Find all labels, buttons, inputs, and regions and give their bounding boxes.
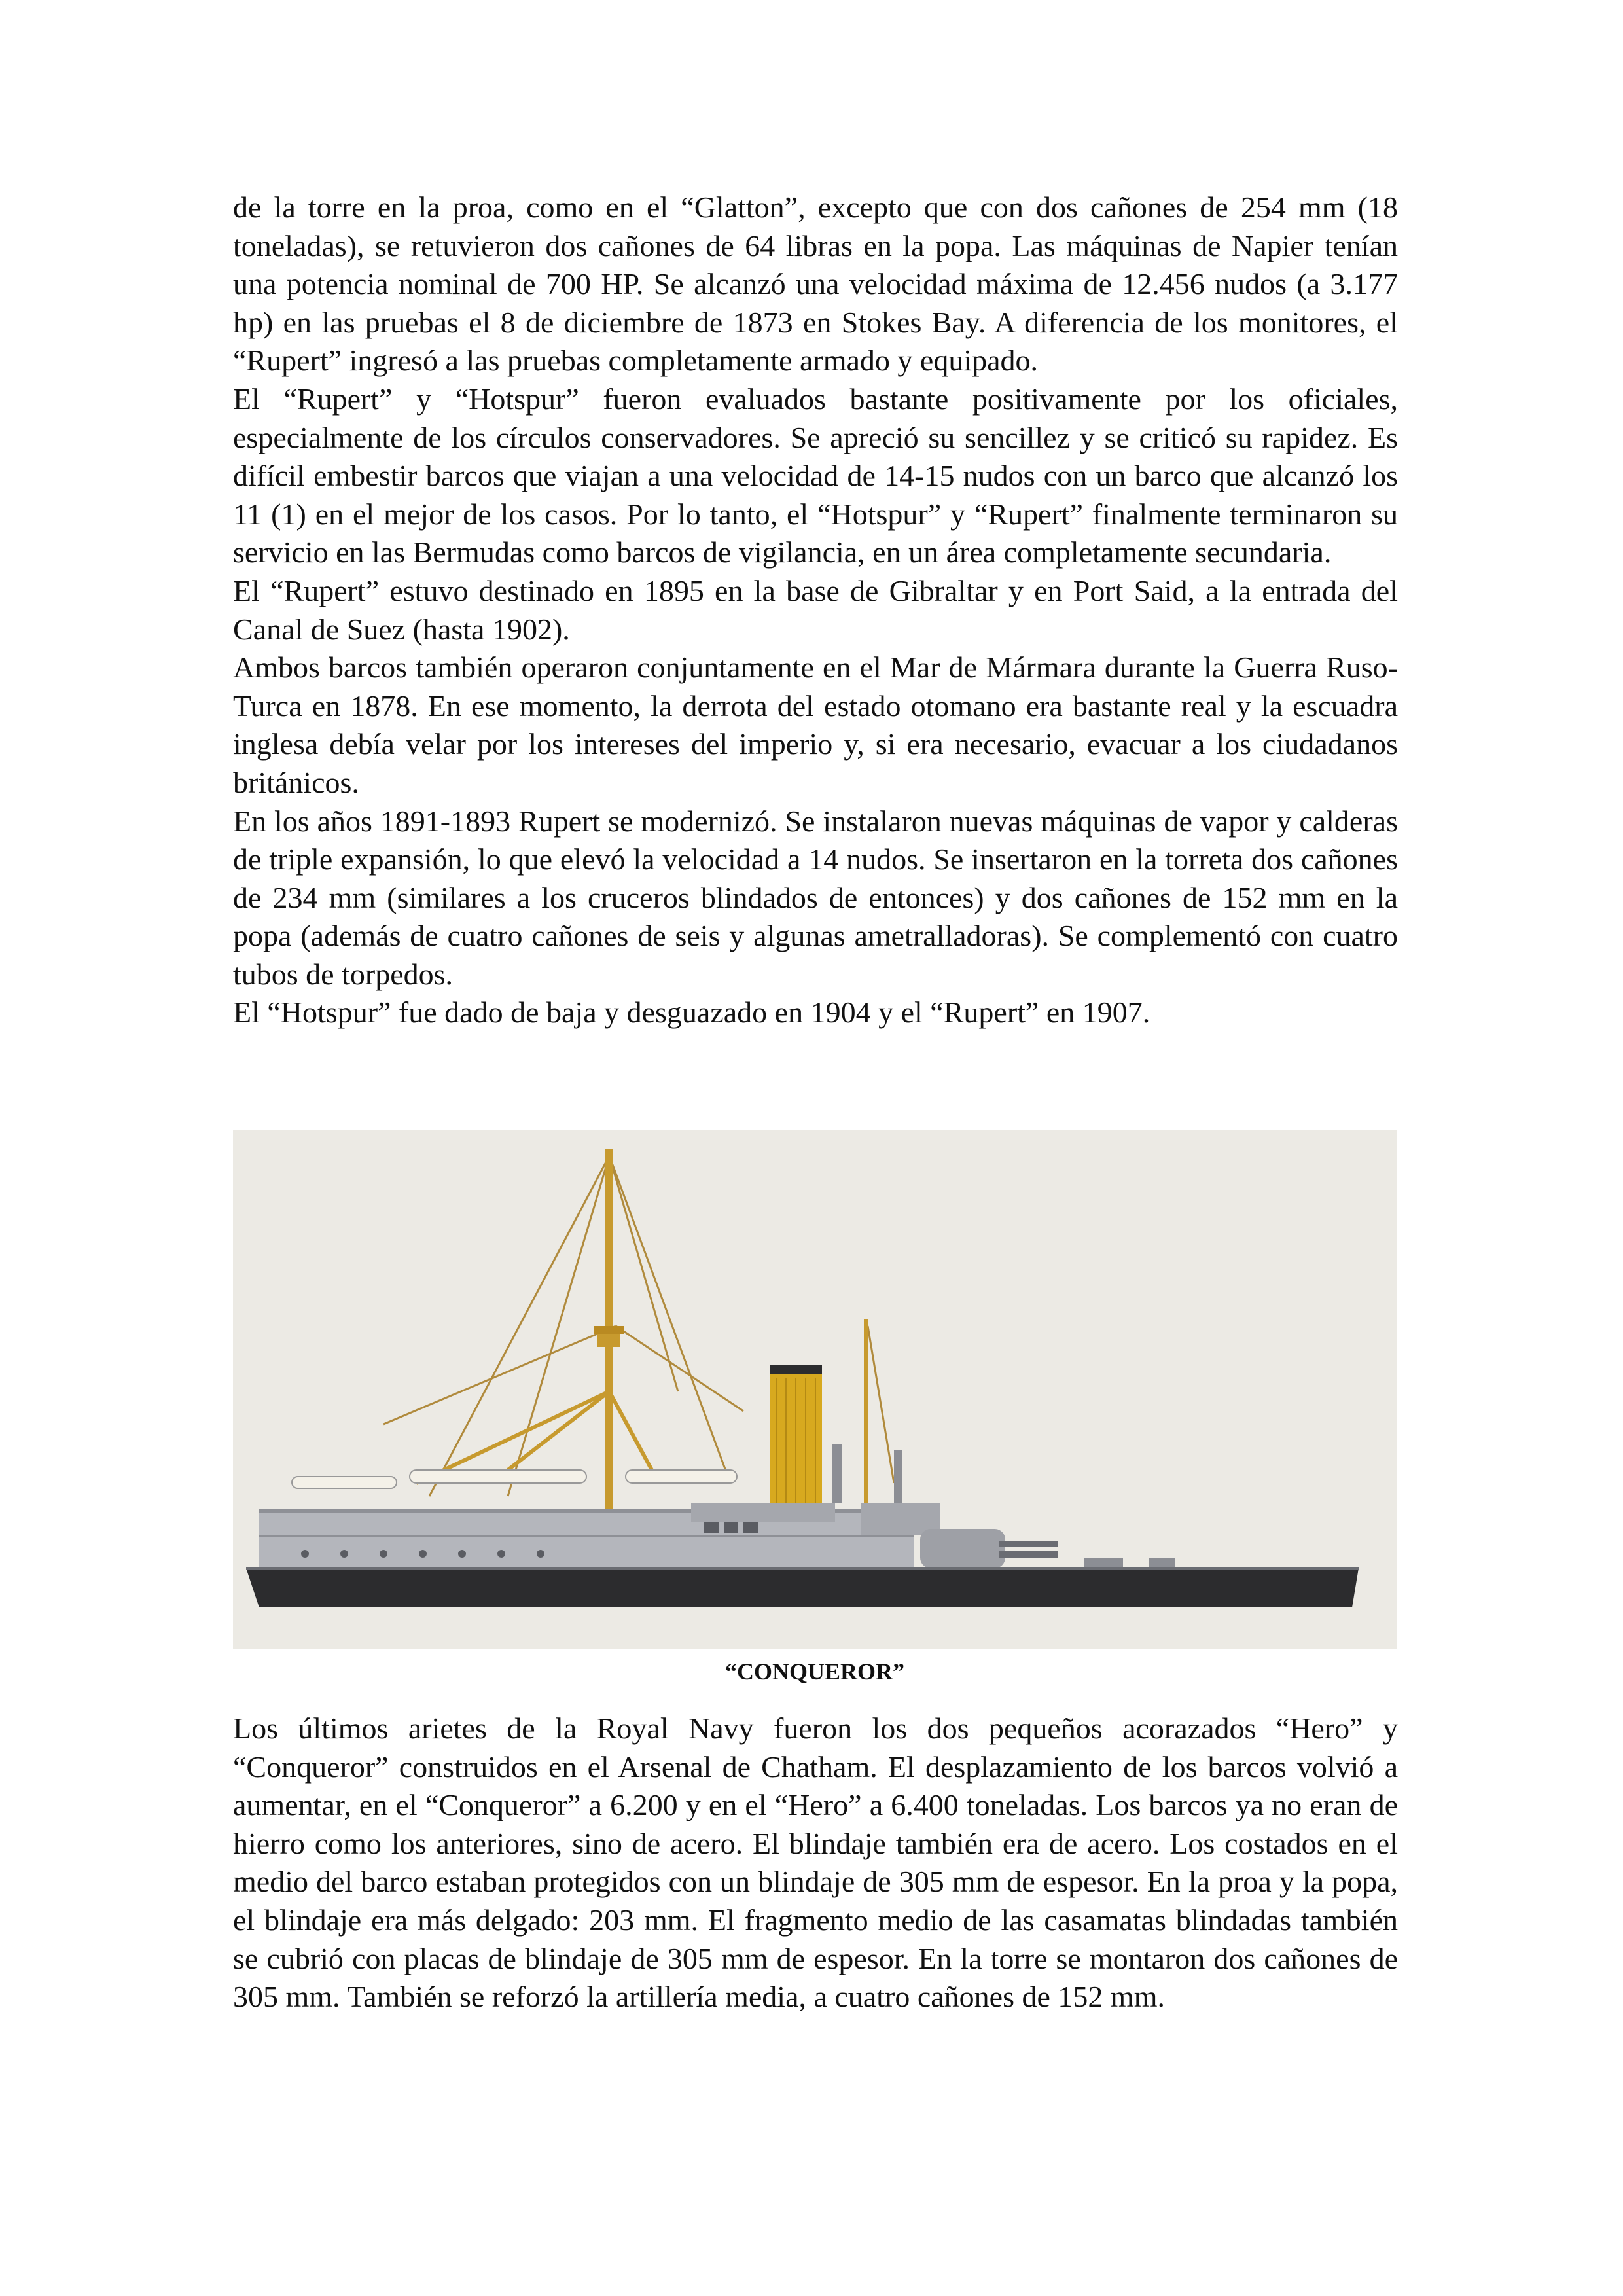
paragraph: En los años 1891-1893 Rupert se modernizó. Se instalaron nuevas máquinas de vapor y calderas de triple expansión, lo que elevó la velocidad a 14 nudos. Se insertaron en la torreta dos cañones de 234 mm (similares a los cruceros blindados de entonces) y dos cañones de 152 mm en la popa (además de cuatro cañones de seis y algunas ametralladoras). Se complementó con cuatro tubos de torpedos.: [233, 804, 1398, 991]
paragraph: Ambos barcos también operaron conjuntamente en el Mar de Mármara durante la Guerra Ruso-Turca en 1878. En ese momento, la derrota del estado otomano era bastante real y la escuadra inglesa debía velar por los intereses del imperio y, si era necesario, evacuar a los ciudadanos británicos.: [233, 651, 1398, 799]
paragraph: Los últimos arietes de la Royal Navy fueron los dos pequeños acorazados “Hero” y “Conqueror” construidos en el Arsenal de Chatham. El desplazamiento de los barcos volvió a aumentar, en el “Conqueror” a 6.200 y en el “Hero” a 6.400 toneladas. Los barcos ya no eran de hierro como los anteriores, sino de acero. El blindaje también era de acero. Los costados en el medio del barco estaban protegidos con un blindaje de 305 mm de espesor. En la proa y la popa, el blindaje era más delgado: 203 mm. El fragmento medio de las casamatas blindadas también se cubrió con placas de blindaje de 305 mm de espesor. En la torre se montaron dos cañones de 305 mm. También se reforzó la artillería media, a cuatro cañones de 152 mm.: [233, 1712, 1398, 2014]
figure-caption: “CONQUEROR”: [724, 1659, 904, 1685]
text-block-top: [233, 188, 1398, 1032]
paragraph: El “Rupert” y “Hotspur” fueron evaluados bastante positivamente por los oficiales, especialmente de los círculos conservadores. Se apreció su sencillez y se criticó su rapidez. Es difícil embestir barcos que viajan a una velocidad de 14-15 nudos con un barco que alcanzó los 11 (1) en el mejor de los casos. Por lo tanto, el “Hotspur” y “Rupert” finalmente terminaron su servicio en las Bermudas como barcos de vigilancia, en un área completamente secundaria.: [233, 382, 1398, 569]
aft-mast: [864, 1319, 868, 1516]
ship-illustration: [233, 1130, 1397, 1649]
text-block-bottom: [233, 1710, 1398, 2017]
paragraph: El “Rupert” estuvo destinado en 1895 en la base de Gibraltar y en Port Said, a la entrada del Canal de Suez (hasta 1902).: [233, 573, 1398, 646]
paragraph: El “Hotspur” fue dado de baja y desguazado en 1904 y el “Rupert” en 1907.: [233, 996, 1150, 1030]
boat: [292, 1477, 397, 1488]
turret: [920, 1529, 1005, 1568]
paragraph: de la torre en la proa, como en el “Glatton”, excepto que con dos cañones de 254 mm (18 toneladas), se retuvieron dos cañones de 64 libras en la popa. Las máquinas de Napier tenían una potencia nominal de 700 HP. Se alcanzó una velocidad máxima de 12.456 nudos (a 3.177 hp) en las pruebas el 8 de diciembre de 1873 en Stokes Bay. A diferencia de los monitores, el “Rupert” ingresó a las pruebas completamente armado y equipado.: [233, 190, 1398, 378]
mast-top: [594, 1326, 624, 1334]
hull: [246, 1568, 1359, 1607]
